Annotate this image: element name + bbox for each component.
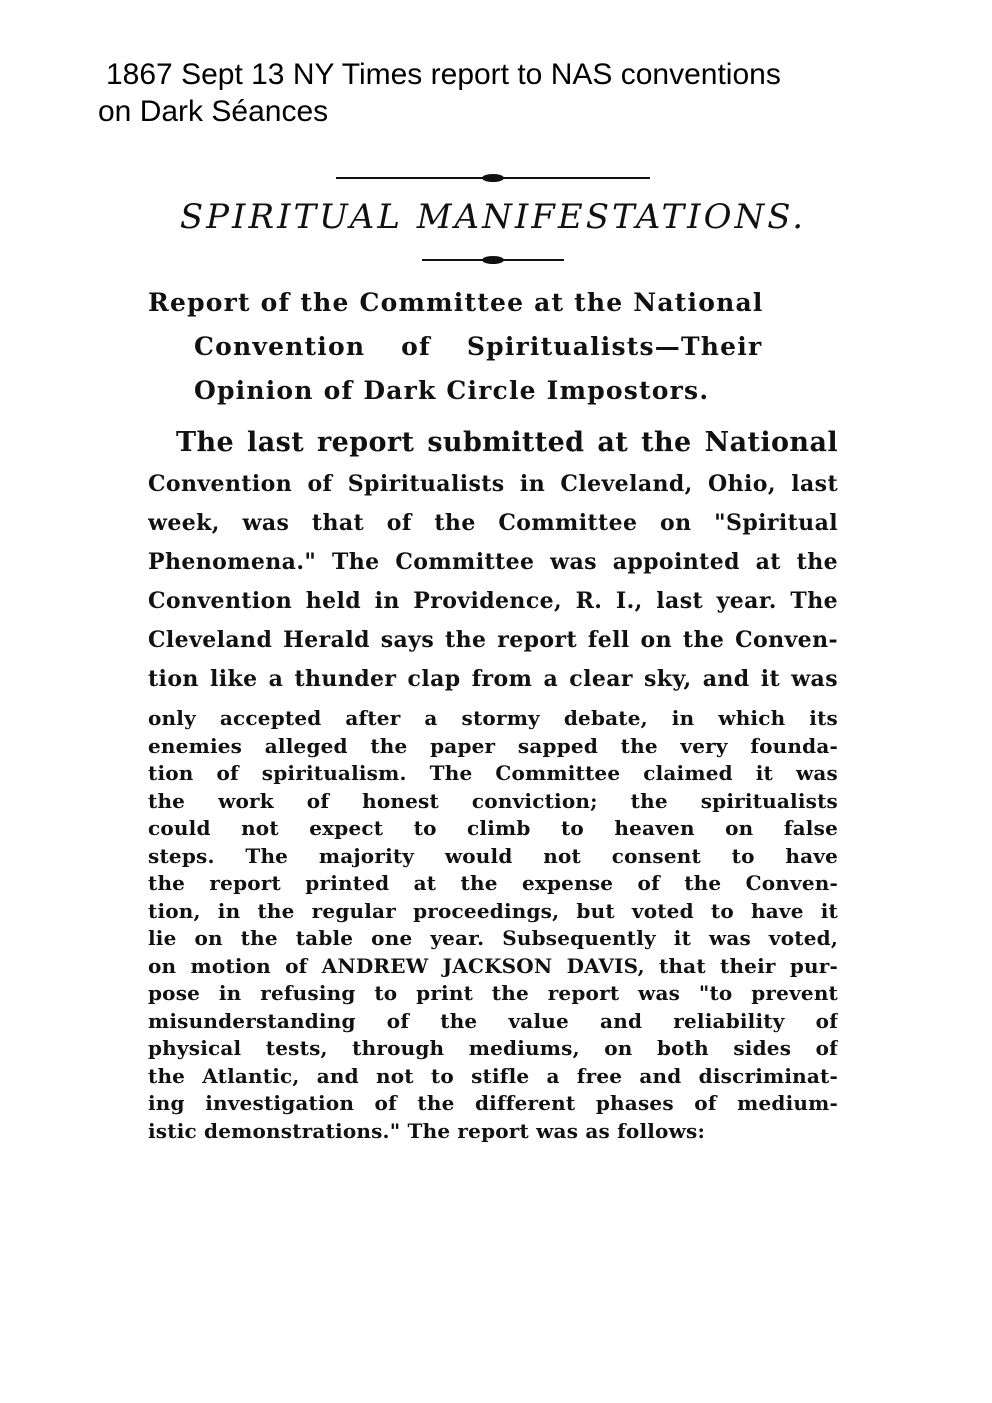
ornamental-rule-top [336,173,650,183]
body-line: Phenomena." The Committee was appointed at the [148,549,838,575]
body-line: tion like a thunder clap from a clear sky, and it was [148,666,838,692]
body-line: pose in refusing to print the report was "to prevent [148,981,838,1005]
article-headline: SPIRITUAL MANIFESTATIONS. [179,197,807,237]
body-line: could not expect to climb to heaven on false [148,816,838,840]
ornamental-rule-middle [422,255,564,265]
body-line: steps. The majority would not consent to have [148,843,838,868]
caption-line-1: 1867 Sept 13 NY Times report to NAS conventions [106,58,781,91]
deck-line: Opinion of Dark Circle Impostors. [194,376,710,405]
article-body [148,421,838,1145]
body-line: tion of spiritualism. The Committee claimed it was [148,761,838,785]
body-line: istic demonstrations." The report was as follows: [148,1118,706,1143]
body-line: tion, in the regular proceedings, but voted to have it [148,898,838,923]
article-deck [148,281,838,413]
body-line: the Atlantic, and not to stifle a free and discriminat- [148,1063,838,1088]
body-line: only accepted after a stormy debate, in which its [148,706,838,730]
caption-line-2: on Dark Séances [98,95,329,128]
body-line: lie on the table one year. Subsequently it was voted, [148,926,838,950]
image-caption [98,56,898,130]
newspaper-clipping [148,165,838,1145]
body-line: Convention of Spiritualists in Cleveland, Ohio, last [148,471,838,497]
body-line: the report printed at the expense of the Conven- [148,871,838,895]
body-line: physical tests, through mediums, on both sides of [148,1036,838,1060]
body-line: The last report submitted at the National [176,427,838,458]
body-line: on motion of ANDREW JACKSON DAVIS, that their pur- [148,953,838,978]
body-line: Convention held in Providence, R. I., last year. The [148,588,838,614]
body-line: enemies alleged the paper sapped the very founda- [148,733,838,758]
body-line: Cleveland Herald says the report fell on the Conven- [148,627,838,653]
deck-line: Report of the Committee at the National [148,288,764,317]
body-line: misunderstanding of the value and reliability of [148,1008,838,1033]
body-line: week, was that of the Committee on "Spiritual [148,510,838,536]
deck-line: Convention of Spiritualists—Their [194,332,763,361]
body-line: the work of honest conviction; the spiritualists [148,788,838,813]
body-line: ing investigation of the different phases of medium- [148,1091,838,1115]
